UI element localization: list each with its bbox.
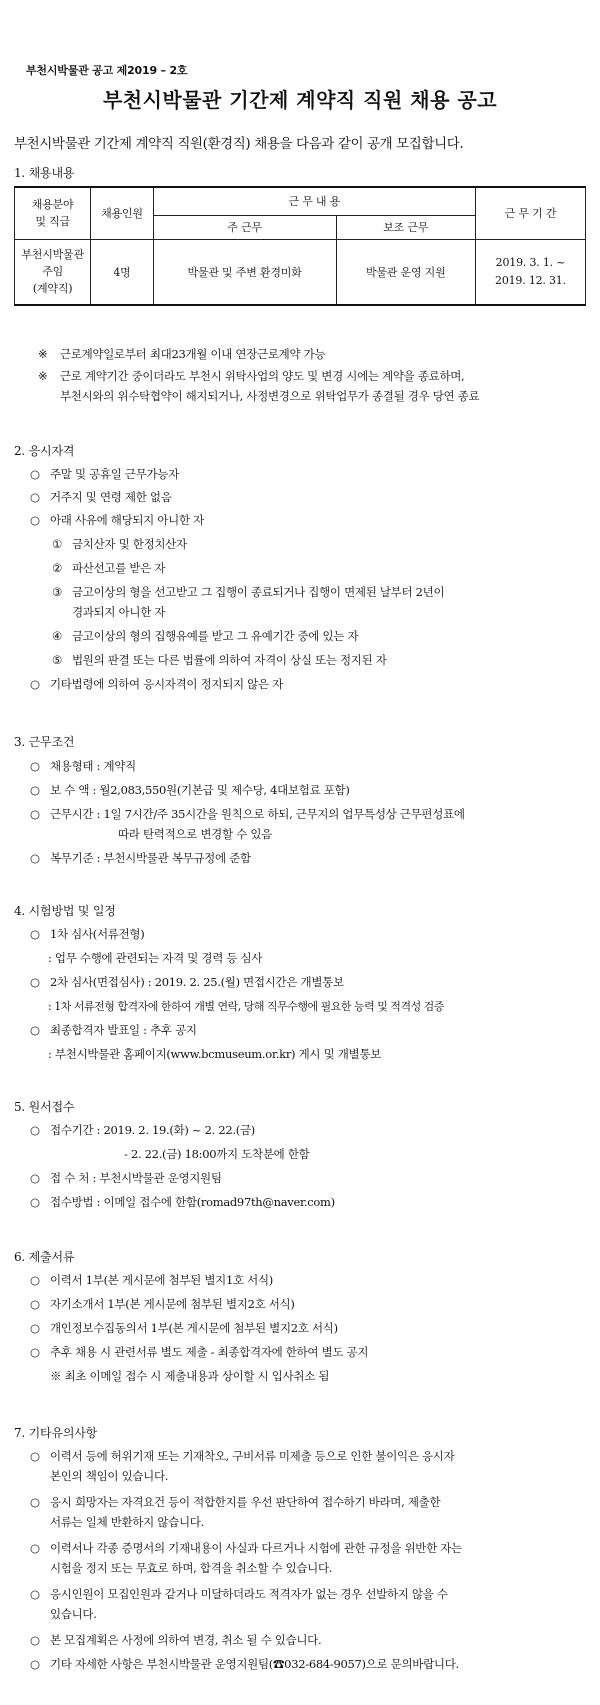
s7-item-2-cont: 서류는 일체 반환하지 않습니다. [50,1515,204,1529]
page-title: 부천시박물관 기간제 계약직 직원 채용 공고 [102,88,498,112]
bullet-icon: ○ [30,1273,40,1287]
s1-note-2: ※ 근로 계약기간 중이더라도 부천시 위탁사업의 양도 및 변경 시에는 계약을 종료하며, [38,369,465,383]
section-6-title: 6. 제출서류 [14,1250,75,1264]
s7-item-6: ○ 기타 자세한 사항은 부천시박물관 운영지원팀(☎032-684-9057)으로 문의바랍니다. [30,1657,459,1671]
section-4-title: 4. 시험방법 및 일정 [14,904,116,918]
s6-item-3: ○ 개인정보수집동의서 1부(본 게시문에 첨부된 별지2호 서식) [30,1321,338,1335]
bullet-icon: ○ [30,677,40,691]
th-count: 채용인원 [91,187,153,239]
s7-item-4: ○ 응시인원이 모집인원과 같거나 미달하더라도 적격자가 없는 경우 선발하지 않을 수 [30,1587,448,1601]
td-sub: 박물관 운영 지원 [336,239,475,305]
notice-number: 부천시박물관 공고 제2019 – 2호 [26,64,188,77]
section-1-title: 1. 채용내용 [14,166,75,180]
td-period: 2019. 3. 1. ~ 2019. 12. 31. [475,239,585,305]
th-content: 근 무 내 용 [153,187,475,215]
s2-item-4: ○ 기타법령에 의하여 응시자격이 정지되지 않은 자 [30,677,283,691]
s4-item-3: ○ 최종합격자 발표일 : 추후 공지 [30,1023,197,1037]
s3-item-3: ○ 근무시간 : 1일 7시간/주 35시간을 원칙으로 하되, 근무지의 업무특성상 근무편성표에 [30,807,465,821]
bullet-icon: ○ [30,1123,40,1137]
s5-item-3: ○ 접수방법 : 이메일 접수에 한함(romad97th@naver.com) [30,1195,335,1209]
section-2-title: 2. 응시자격 [14,444,75,458]
bullet-icon: ○ [30,1657,40,1671]
th-period: 근 무 기 간 [475,187,585,239]
s6-note: ※ 최초 이메일 접수 시 제출내용과 상이할 시 입사취소 됨 [50,1369,330,1383]
bullet-icon: ○ [30,513,40,527]
s7-item-2: ○ 응시 희망자는 자격요건 등이 적합한지를 우선 판단하여 접수하기 바라며, 제출한 [30,1495,441,1509]
s2-item-3: ○ 아래 사유에 해당되지 아니한 자 [30,513,204,527]
bullet-icon: ○ [30,1495,40,1509]
s7-item-5: ○ 본 모집계획은 사정에 의하여 변경, 취소 될 수 있습니다. [30,1633,322,1647]
s6-item-1: ○ 이력서 1부(본 게시문에 첨부된 별지1호 서식) [30,1273,273,1287]
s5-item-2: ○ 접 수 처 : 부천시박물관 운영지원팀 [30,1171,222,1185]
bullet-icon: ○ [30,1587,40,1601]
section-5-title: 5. 원서접수 [14,1100,75,1114]
s6-item-4: ○ 추후 채용 시 관련서류 별도 제출 - 최종합격자에 한하여 별도 공지 [30,1345,369,1359]
bullet-icon: ○ [30,1633,40,1647]
bullet-icon: ○ [30,1195,40,1209]
note-mark: ※ [38,369,48,383]
s7-item-1-cont: 본인의 책임이 있습니다. [50,1469,169,1483]
th-main: 주 근무 [153,215,336,239]
s4-item-3-desc: : 부천시박물관 홈페이지(www.bcmuseum.or.kr) 게시 및 개별통보 [48,1047,381,1061]
s1-note-1: ※ 근로계약일로부터 최대23개월 이내 연장근로계약 가능 [38,347,326,361]
s1-note-2-cont: 부천시와의 위수탁협약이 해지되거나, 사정변경으로 위탁업무가 종결될 경우 당연 종료 [60,389,480,403]
s7-item-3-cont: 시험을 정지 또는 무효로 하며, 합격을 취소할 수 있습니다. [50,1561,333,1575]
recruitment-table [14,186,586,306]
s2-sub-5: ⑤ 법원의 판결 또는 다른 법률에 의하여 자격이 상실 또는 정지된 자 [52,653,387,667]
bullet-icon: ○ [30,807,40,821]
bullet-icon: ○ [30,759,40,773]
s4-item-1-desc: : 업무 수행에 관련되는 자격 및 경력 등 심사 [48,951,263,965]
section-3-title: 3. 근무조건 [14,735,75,749]
s7-item-4-cont: 있습니다. [50,1607,97,1621]
s7-item-1: ○ 이력서 등에 허위기재 또는 기재착오, 구비서류 미제출 등으로 인한 불이익은 응시자 [30,1449,455,1463]
td-count: 4명 [91,239,153,305]
bullet-icon: ○ [30,851,40,865]
bullet-icon: ○ [30,975,40,989]
intro-text: 부천시박물관 기간제 계약직 직원(환경직) 채용을 다음과 같이 공개 모집합니다. [14,136,464,152]
bullet-icon: ○ [30,1023,40,1037]
s2-item-2: ○ 거주지 및 연령 제한 없음 [30,490,172,504]
s2-item-1: ○ 주말 및 공휴일 근무가능자 [30,467,179,481]
s6-item-2: ○ 자기소개서 1부(본 게시문에 첨부된 별지2호 서식) [30,1297,295,1311]
s2-sub-4: ④ 금고이상의 형의 집행유예를 받고 그 유예기간 중에 있는 자 [52,629,359,643]
s5-item-1: ○ 접수기간 : 2019. 2. 19.(화) ~ 2. 22.(금) [30,1123,255,1137]
bullet-icon: ○ [30,1297,40,1311]
th-sub: 보조 근무 [336,215,475,239]
bullet-icon: ○ [30,1449,40,1463]
bullet-icon: ○ [30,1541,40,1555]
s7-item-3: ○ 이력서나 각종 증명서의 기재내용이 사실과 다르거나 시험에 관한 규정을 위반한 자는 [30,1541,462,1555]
s2-sub-2: ② 파산선고를 받은 자 [52,561,166,575]
section-7-title: 7. 기타유의사항 [14,1426,98,1440]
s4-item-2-desc: : 1차 서류전형 합격자에 한하여 개별 연락, 당해 직무수행에 필요한 능력 및 적격성 검증 [48,1000,444,1013]
s5-item-1-desc: - 2. 22.(금) 18:00까지 도착분에 한함 [124,1147,310,1161]
s2-sub-3-cont: 경과되지 아니한 자 [72,605,166,619]
s4-item-1: ○ 1차 심사(서류전형) [30,927,145,941]
s2-sub-1: ① 금치산자 및 한정치산자 [52,537,187,551]
s4-item-2: ○ 2차 심사(면접심사) : 2019. 2. 25.(월) 면접시간은 개별통보 [30,975,344,989]
s3-item-2: ○ 보 수 액 : 월2,083,550원(기본급 및 제수당, 4대보험료 포함) [30,783,350,797]
note-mark: ※ [38,347,48,361]
s3-item-3-cont: 따라 탄력적으로 변경할 수 있음 [118,827,272,841]
bullet-icon: ○ [30,467,40,481]
bullet-icon: ○ [30,490,40,504]
s3-item-4: ○ 복무기준 : 부천시박물관 복무규정에 준함 [30,851,251,865]
bullet-icon: ○ [30,783,40,797]
bullet-icon: ○ [30,927,40,941]
th-field: 채용분야 및 직급 [15,187,91,239]
bullet-icon: ○ [30,1321,40,1335]
s2-sub-3: ③ 금고이상의 형을 선고받고 그 집행이 종료되거나 집행이 면제된 날부터 2년이 [52,585,445,599]
s3-item-1: ○ 채용형태 : 계약직 [30,759,136,773]
bullet-icon: ○ [30,1345,40,1359]
bullet-icon: ○ [30,1171,40,1185]
td-field: 부천시박물관 주임 (계약직) [15,239,91,305]
td-main: 박물관 및 주변 환경미화 [153,239,336,305]
